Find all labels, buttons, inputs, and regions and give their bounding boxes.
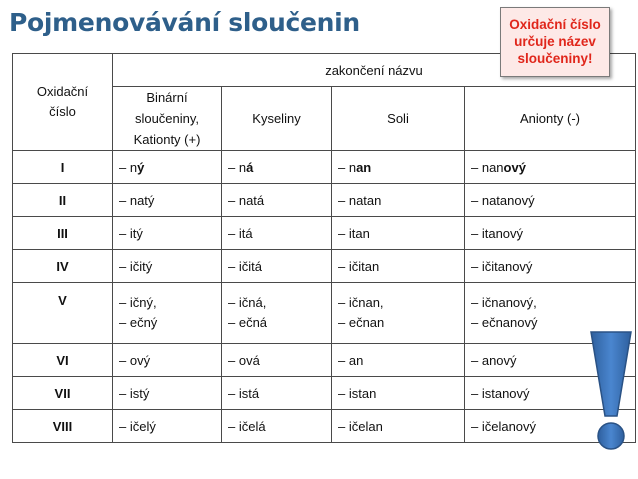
cell-binary: – ičitý bbox=[113, 250, 222, 283]
col-header-acids: Kyseliny bbox=[222, 87, 332, 151]
table-row bbox=[13, 283, 636, 344]
cell-line: – ečný bbox=[119, 315, 158, 330]
oxid-header-line-2: číslo bbox=[49, 104, 76, 119]
exclamation-mark-icon bbox=[589, 330, 633, 452]
cell-acids: – ičelá bbox=[222, 410, 332, 443]
oxidation-number: VI bbox=[13, 344, 113, 377]
cell-line: – ičná, bbox=[228, 295, 267, 310]
col-header-binary bbox=[113, 87, 222, 151]
cell-binary: – natý bbox=[113, 184, 222, 217]
cell-text: – n bbox=[338, 159, 357, 175]
note-line-3: sloučeniny! bbox=[517, 51, 593, 66]
table-row bbox=[13, 344, 636, 377]
oxid-header-line-1: Oxidační bbox=[36, 84, 89, 99]
cell-anions: – anový bbox=[465, 344, 636, 377]
col-header-anions: Anionty (-) bbox=[465, 87, 636, 151]
cell-acids: – natá bbox=[222, 184, 332, 217]
oxidation-number: III bbox=[13, 217, 113, 250]
binary-header-line-3: Kationty (+) bbox=[133, 132, 201, 147]
binary-header-line-1: Binární bbox=[146, 90, 188, 105]
cell-salts bbox=[332, 283, 465, 344]
binary-header-line-2: sloučeniny, bbox=[134, 111, 200, 126]
table-row bbox=[13, 377, 636, 410]
cell-binary: – ičelý bbox=[113, 410, 222, 443]
cell-binary bbox=[113, 151, 222, 184]
oxidation-number: II bbox=[13, 184, 113, 217]
cell-text: – n bbox=[119, 159, 138, 175]
table-row bbox=[13, 184, 636, 217]
cell-binary: – istý bbox=[113, 377, 222, 410]
cell-text-bold: ý bbox=[137, 159, 145, 175]
oxidation-number-header bbox=[13, 54, 113, 151]
cell-salts: – itan bbox=[332, 217, 465, 250]
table-row bbox=[13, 217, 636, 250]
cell-acids: – istá bbox=[222, 377, 332, 410]
ending-header: zakončení názvu bbox=[113, 54, 636, 87]
cell-anions: – ičelanový bbox=[465, 410, 636, 443]
cell-acids: – itá bbox=[222, 217, 332, 250]
cell-acids: – ičitá bbox=[222, 250, 332, 283]
table-row bbox=[13, 151, 636, 184]
cell-binary: – itý bbox=[113, 217, 222, 250]
cell-line: – ičnan, bbox=[338, 295, 384, 310]
cell-anions: – ičitanový bbox=[465, 250, 636, 283]
cell-anions bbox=[465, 151, 636, 184]
cell-line: – ečná bbox=[228, 315, 268, 330]
cell-anions: – itanový bbox=[465, 217, 636, 250]
naming-table bbox=[12, 53, 636, 443]
cell-salts bbox=[332, 151, 465, 184]
cell-acids: – ová bbox=[222, 344, 332, 377]
cell-text: – nan bbox=[471, 159, 504, 175]
cell-binary bbox=[113, 283, 222, 344]
col-header-salts: Soli bbox=[332, 87, 465, 151]
cell-line: – ečnanový bbox=[471, 315, 538, 330]
cell-line: – ičný, bbox=[119, 295, 157, 310]
cell-text: – n bbox=[228, 159, 247, 175]
page-title: Pojmenovávání sloučenin bbox=[9, 8, 360, 37]
table-row bbox=[13, 410, 636, 443]
note-line-2: určuje název bbox=[514, 34, 596, 49]
oxidation-number: VIII bbox=[13, 410, 113, 443]
cell-salts: – an bbox=[332, 344, 465, 377]
oxidation-number: IV bbox=[13, 250, 113, 283]
cell-acids bbox=[222, 283, 332, 344]
table-row bbox=[13, 250, 636, 283]
cell-salts: – natan bbox=[332, 184, 465, 217]
cell-binary: – ový bbox=[113, 344, 222, 377]
note-line-1: Oxidační číslo bbox=[509, 17, 601, 32]
oxidation-number: V bbox=[13, 283, 113, 344]
cell-salts: – istan bbox=[332, 377, 465, 410]
cell-salts: – ičelan bbox=[332, 410, 465, 443]
cell-anions: – istanový bbox=[465, 377, 636, 410]
oxidation-number: I bbox=[13, 151, 113, 184]
cell-salts: – ičitan bbox=[332, 250, 465, 283]
cell-acids bbox=[222, 151, 332, 184]
cell-line: – ičnanový, bbox=[471, 295, 537, 310]
cell-text-bold: ový bbox=[503, 159, 526, 175]
cell-text-bold: á bbox=[246, 159, 254, 175]
oxidation-number: VII bbox=[13, 377, 113, 410]
callout-note bbox=[500, 7, 610, 77]
cell-anions: – natanový bbox=[465, 184, 636, 217]
cell-line: – ečnan bbox=[338, 315, 385, 330]
cell-text-bold: an bbox=[356, 159, 372, 175]
